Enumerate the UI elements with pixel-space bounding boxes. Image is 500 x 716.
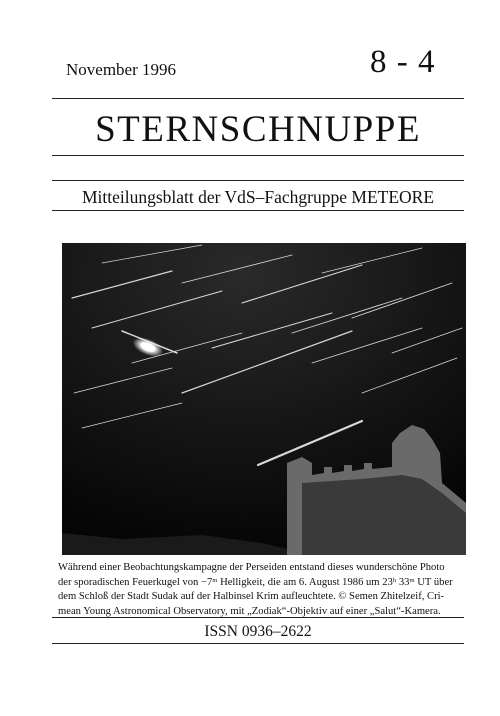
page-title: STERNSCHNUPPE xyxy=(95,109,421,150)
page-subtitle: Mitteilungsblatt der VdS–Fachgruppe METEORE xyxy=(81,187,435,207)
photo-caption xyxy=(58,561,470,619)
issue-number: 8 - 4 xyxy=(370,44,436,80)
rule-above-subtitle xyxy=(52,180,464,181)
issn-number: ISSN 0936–2622 xyxy=(204,623,312,640)
issue-date: November 1996 xyxy=(66,60,177,79)
caption-line: dem Schloß der Stadt Sudak auf der Halbinsel Krim aufleuchtete. © Semen Zhitelzeif, Cri- xyxy=(58,591,445,602)
rule-under-subtitle xyxy=(52,210,464,211)
caption-line: Während einer Beobachtungskampagne der Perseiden entstand dieses wunderschöne Photo xyxy=(58,562,445,573)
rule-under-issn xyxy=(52,643,464,644)
night-sky-fireball-castle-photo xyxy=(62,243,466,555)
caption-line: mean Young Astronomical Observatory, mit „Zodiak“-Objektiv auf einer „Salut“-Kamera. xyxy=(58,605,441,617)
rule-above-issn xyxy=(52,617,464,618)
caption-line: der sporadischen Feuerkugel von −7ᵐ Helligkeit, die am 6. August 1986 um 23ʰ 33ᵐ UT über xyxy=(58,576,453,588)
rule-under-title xyxy=(52,155,464,156)
rule-top xyxy=(52,98,464,99)
